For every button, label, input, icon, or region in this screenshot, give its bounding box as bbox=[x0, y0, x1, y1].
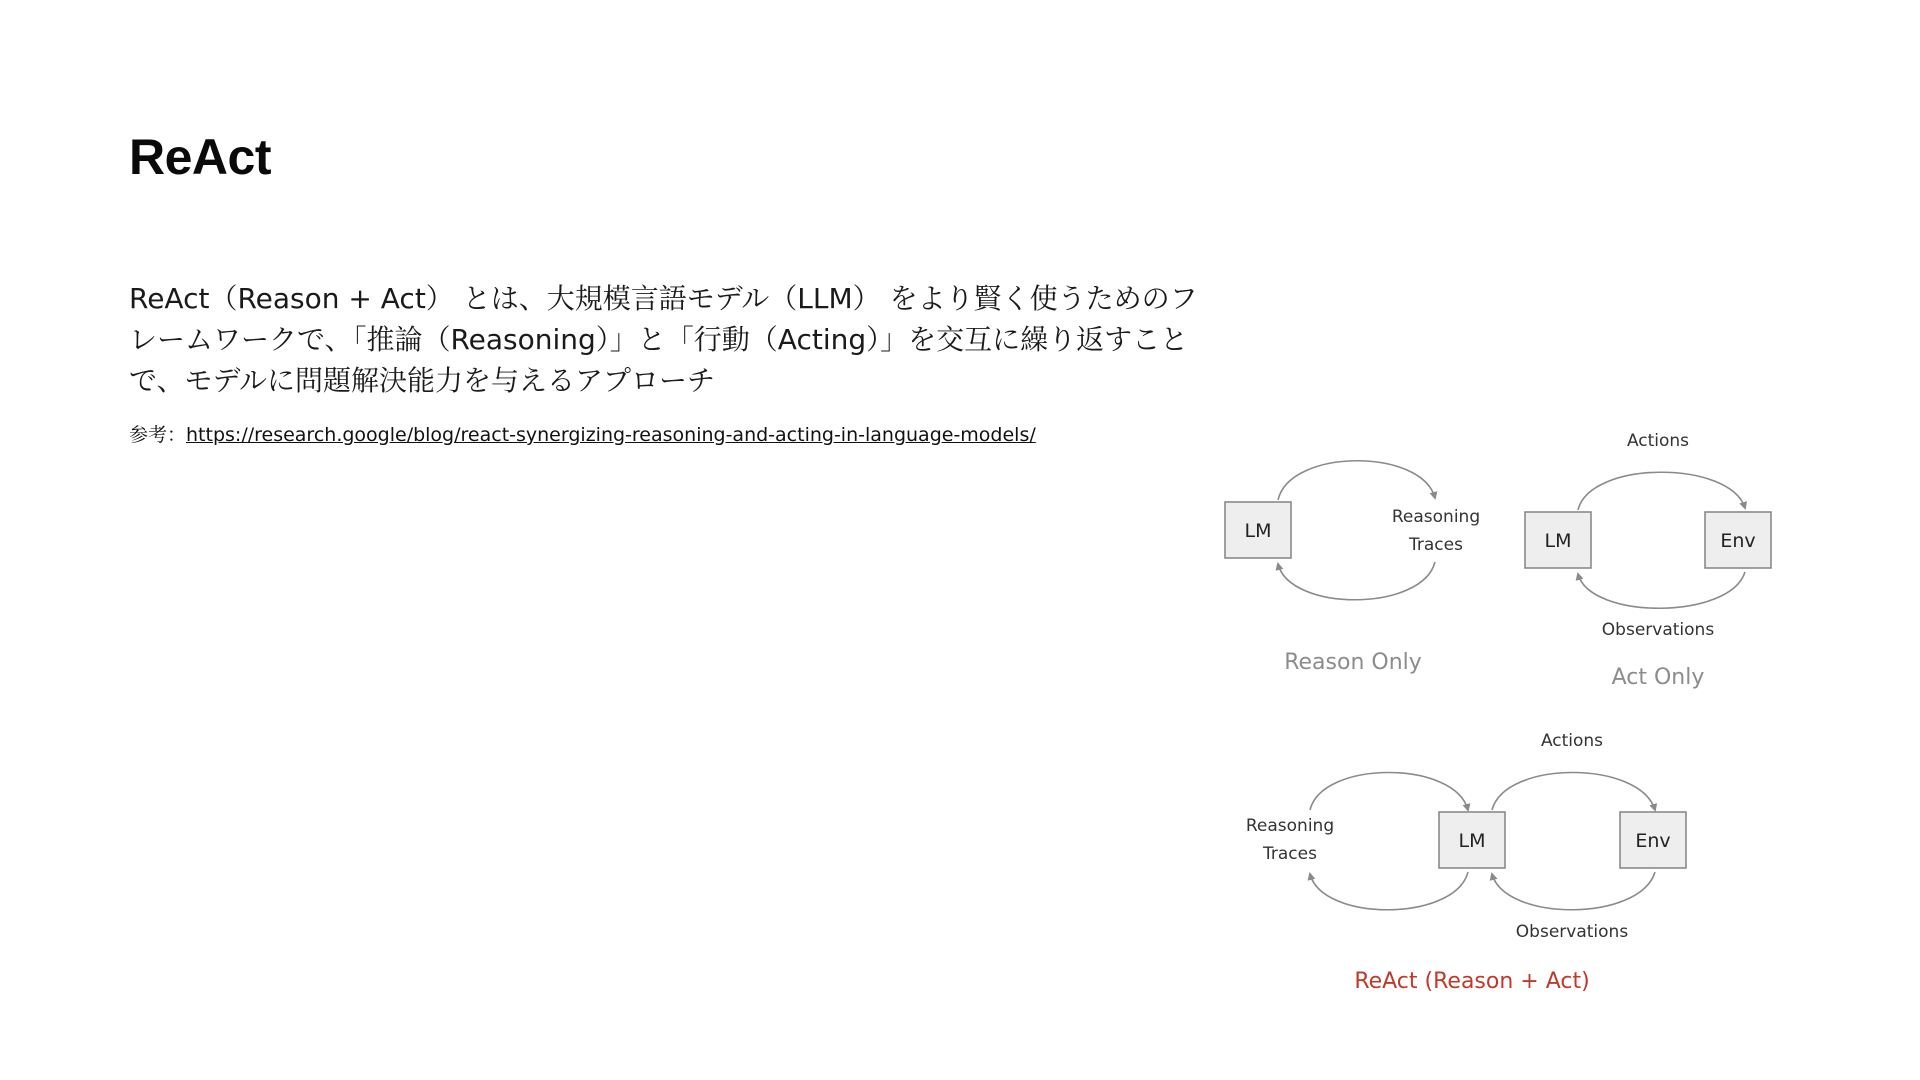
act-only-panel bbox=[1525, 431, 1771, 690]
react-caption: ReAct (Reason + Act) bbox=[1354, 969, 1590, 994]
react-reasoning-label-2: Traces bbox=[1263, 844, 1317, 864]
act-only-actions-label: Actions bbox=[1626, 431, 1690, 451]
react-actions-arrow bbox=[1492, 773, 1655, 811]
act-only-lm-label: LM bbox=[1544, 530, 1572, 552]
react-diagram bbox=[1200, 410, 1820, 1010]
reason-only-panel bbox=[1225, 461, 1480, 675]
reason-only-caption: Reason Only bbox=[1284, 650, 1422, 675]
react-diagram-svg bbox=[1200, 410, 1820, 1010]
react-env-label: Env bbox=[1635, 830, 1671, 852]
react-reasoning-bottom-arrow bbox=[1310, 872, 1468, 910]
react-reasoning-label-1: Reasoning bbox=[1245, 816, 1335, 836]
reason-only-lm-label: LM bbox=[1244, 520, 1272, 542]
reason-only-top-arrow bbox=[1278, 461, 1435, 500]
act-only-env-label: Env bbox=[1720, 530, 1756, 552]
act-only-observations-arrow bbox=[1578, 572, 1745, 608]
act-only-caption: Act Only bbox=[1611, 665, 1705, 690]
react-lm-label: LM bbox=[1458, 830, 1486, 852]
reference-prefix: 参考： bbox=[129, 424, 187, 446]
reason-only-reasoning-label-2: Traces bbox=[1409, 535, 1463, 555]
react-panel bbox=[1246, 731, 1686, 994]
react-actions-label: Actions bbox=[1540, 731, 1604, 751]
react-observations-label: Observations bbox=[1515, 922, 1629, 942]
react-observations-arrow bbox=[1492, 872, 1655, 910]
description-text: ReAct（Reason + Act） とは、大規模言語モデル（LLM） をより賢く使うためのフレームワークで、「推論（Reasoning）」と「行動（Acting）」を交互に繰り返すことで、モデルに問題解決能力を与えるアプローチ bbox=[129, 282, 1198, 397]
react-reasoning-top-arrow bbox=[1310, 773, 1468, 811]
reference-link[interactable]: https://research.google/blog/react-synergizing-reasoning-and-acting-in-language-models/ bbox=[186, 424, 1036, 446]
slide-title: ReAct bbox=[129, 129, 271, 185]
act-only-actions-arrow bbox=[1578, 472, 1745, 510]
reference-line bbox=[129, 420, 1036, 447]
reason-only-reasoning-label-1: Reasoning bbox=[1391, 507, 1481, 527]
reason-only-bottom-arrow bbox=[1278, 562, 1435, 600]
act-only-observations-label: Observations bbox=[1601, 620, 1715, 640]
